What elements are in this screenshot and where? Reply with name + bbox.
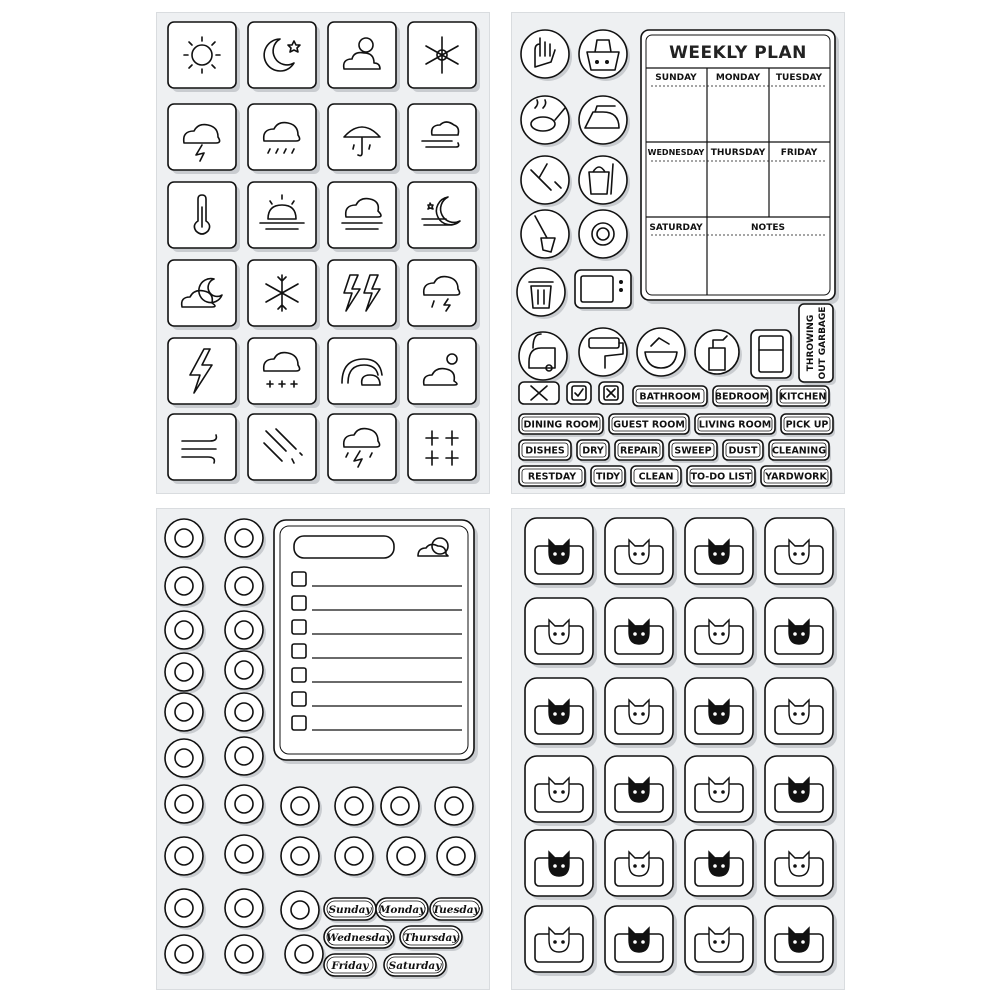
room-label-text: DISHES [525,445,565,457]
room-label-text: DRY [582,445,604,457]
room-label-stamp [631,466,683,489]
room-label-stamp [769,440,831,463]
flower-icon [281,837,322,878]
room-label-stamp [609,414,691,437]
room-label-text: BATHROOM [639,391,701,403]
script-day-text: Friday [331,960,369,972]
out-garbage-label: OUT GARBAGE [818,306,828,380]
snow-cloud-icon [248,338,320,408]
fridge-icon [751,330,794,381]
fries-icon [381,787,422,828]
leaf-icon [165,837,206,878]
sun-icon [168,22,240,92]
mushroom-icon [165,785,206,826]
script-day-stamp [324,898,378,923]
microwave-icon [575,270,634,311]
cat-piano-icon [525,830,597,900]
sunrise-icon [248,182,320,252]
room-label-text: SWEEP [674,445,712,457]
trash-bin-icon [517,268,568,319]
checkbox-cross-icon [599,382,623,404]
cat-tea-cup-icon [765,518,837,588]
day-saturday: SATURDAY [649,223,703,233]
script-day-text: Wednesday [326,932,392,944]
room-label-stamp [723,440,765,463]
cat-plant-pot-icon [685,678,757,748]
room-label-text: GUEST ROOM [613,419,685,431]
day-wednesday: WEDNESDAY [647,148,705,157]
night-wind-icon [408,182,480,252]
room-label-text: PICK UP [785,419,829,431]
room-label-text: DINING ROOM [523,419,599,431]
weather-icon-grid [156,12,490,494]
script-day-text: Monday [378,904,426,916]
thumbs-up-icon [335,837,376,878]
room-label-stamp [713,386,773,409]
room-label-text: BEDROOM [714,391,770,403]
room-label-text: KITCHEN [779,391,827,403]
script-day-stamp [376,898,430,923]
room-label-stamp [669,440,719,463]
volleyball-icon [225,935,266,976]
iron-icon [579,96,630,147]
square-box-icon [519,382,559,404]
cloudy-night-icon [168,260,240,330]
room-label-text: RESTDAY [527,471,577,483]
script-day-stamp [400,926,464,951]
room-label-stamps [519,386,835,489]
laundry-basket-icon [579,30,630,81]
soccer-ball-icon [285,935,326,976]
burger-icon [435,787,476,828]
meteor-icon [248,414,320,484]
lightbulb-icon [165,693,206,734]
coffee-icon [165,739,206,780]
cat-pencil-cup-icon [765,598,837,668]
script-day-text: Sunday [328,904,372,916]
cat-paint-palette-icon [765,756,837,826]
broken-heart-icon [437,837,478,878]
sun-cloud-icon [408,338,480,408]
hand-washing-icon [637,328,688,379]
tree-icon [225,835,266,876]
lamp-icon [225,693,266,734]
vacuum-icon [519,332,570,383]
cat-drum-icon [685,830,757,900]
weekly-plan-title: WEEKLY PLAN [669,43,807,63]
cat-armchair-icon [605,906,677,976]
room-label-stamp [577,440,611,463]
book-icon [225,651,266,692]
todo-svg [156,508,490,990]
glove-icon [521,30,572,81]
room-label-text: LIVING ROOM [698,419,772,431]
bucket-icon [579,156,630,207]
fog-cloud-icon [328,182,400,252]
watch-icon [165,611,206,652]
umbrella-icon [328,104,400,174]
weather-stamp-sheet [156,12,490,494]
storm-icon [328,414,400,484]
day-tuesday: TUESDAY [775,73,823,83]
cat-backpack-icon [605,598,677,668]
cat-coffee-machine-icon [685,518,757,588]
rain-cloud-icon [248,104,320,174]
day-thursday: THURSDAY [710,148,766,158]
cat-kite-icon [605,756,677,826]
drink-icon [225,737,266,778]
room-label-text: CLEANING [771,445,827,457]
cat-cabinet-icon [685,906,757,976]
weekly-plan-svg [511,12,845,494]
bolt-icon [168,338,240,408]
throwing-label: THROWING [806,314,816,372]
cat-washing-dish-icon [525,678,597,748]
monitor-icon [225,519,266,560]
cat-fireworks-icon [605,830,677,900]
room-label-stamp [761,466,833,489]
snowflake-sun-icon [408,22,480,92]
notes-label: NOTES [751,223,785,233]
script-day-stamp [324,954,378,979]
script-day-stamp [324,926,396,951]
weekly-plan-stamp-sheet [511,12,845,494]
phone-icon [165,519,206,560]
tv-icon [165,567,206,608]
todo-stamp-sheet [156,508,490,990]
wind-icon [168,414,240,484]
basketball-icon [165,935,206,976]
script-day-text: Saturday [388,960,442,972]
frying-pan-icon [521,96,572,147]
broom-icon [521,210,572,261]
pepper-icon [225,785,266,826]
squeegee-icon [521,156,572,207]
rain-bolt-icon [408,260,480,330]
room-label-text: REPAIR [619,445,659,457]
cat-cooking-pot-icon [525,518,597,588]
headphones-icon [225,611,266,652]
drop-icon [281,891,322,932]
cat-stamp-sheet [511,508,845,990]
room-label-stamp [695,414,777,437]
room-label-text: DUST [728,445,758,457]
cat-tv-icon [685,756,757,826]
pencil-icon [165,653,206,694]
lightning-icon [328,260,400,330]
room-label-stamp [781,414,835,437]
script-day-stamp [430,898,484,923]
thermometer-icon [168,182,240,252]
cat-microwave-icon [605,518,677,588]
gamepad-icon [225,567,266,608]
day-sunday: SUNDAY [655,73,697,83]
egg-icon [335,787,376,828]
room-label-stamp [591,466,627,489]
spray-bottle-icon [695,330,742,377]
cat-bed-icon [525,906,597,976]
script-day-text: Tuesday [432,904,480,916]
steak-icon [281,787,322,828]
script-day-text: Thursday [403,932,459,944]
cat-window-icon [525,598,597,668]
fire-icon [225,889,266,930]
room-label-stamp [615,440,665,463]
room-label-text: CLEAN [638,471,674,483]
clock-icon [165,889,206,930]
paint-roller-icon [579,328,630,379]
heart-icon [387,837,428,878]
cat-stamp-grid [511,508,845,990]
snowflake-icon [248,260,320,330]
room-label-stamp [519,440,573,463]
room-label-text: YARDWORK [765,471,827,483]
dish-washing-icon [579,210,630,261]
snowflakes-icon [408,414,480,484]
cat-moving-box-icon [765,906,837,976]
room-label-text: TO-DO LIST [690,471,752,483]
cat-reading-book-icon [685,598,757,668]
thunder-cloud-icon [168,104,240,174]
room-label-stamp [687,466,757,489]
room-label-stamp [519,466,587,489]
day-friday: FRIDAY [780,148,818,158]
room-label-stamp [777,386,831,409]
room-label-stamp [519,414,605,437]
room-label-stamp [633,386,709,409]
cat-record-player-icon [525,756,597,826]
room-label-text: TIDY [595,471,621,483]
day-monday: MONDAY [715,73,761,83]
partly-cloudy-icon [328,22,400,92]
cat-laundry-icon [605,678,677,748]
cat-towels-icon [765,678,837,748]
script-day-stamps [324,898,484,979]
moon-stars-icon [248,22,320,92]
windy-cloud-icon [408,104,480,174]
rainbow-icon [328,338,400,408]
checkbox-checked-icon [567,382,591,404]
cat-gift-box-icon [765,830,837,900]
script-day-stamp [384,954,448,979]
